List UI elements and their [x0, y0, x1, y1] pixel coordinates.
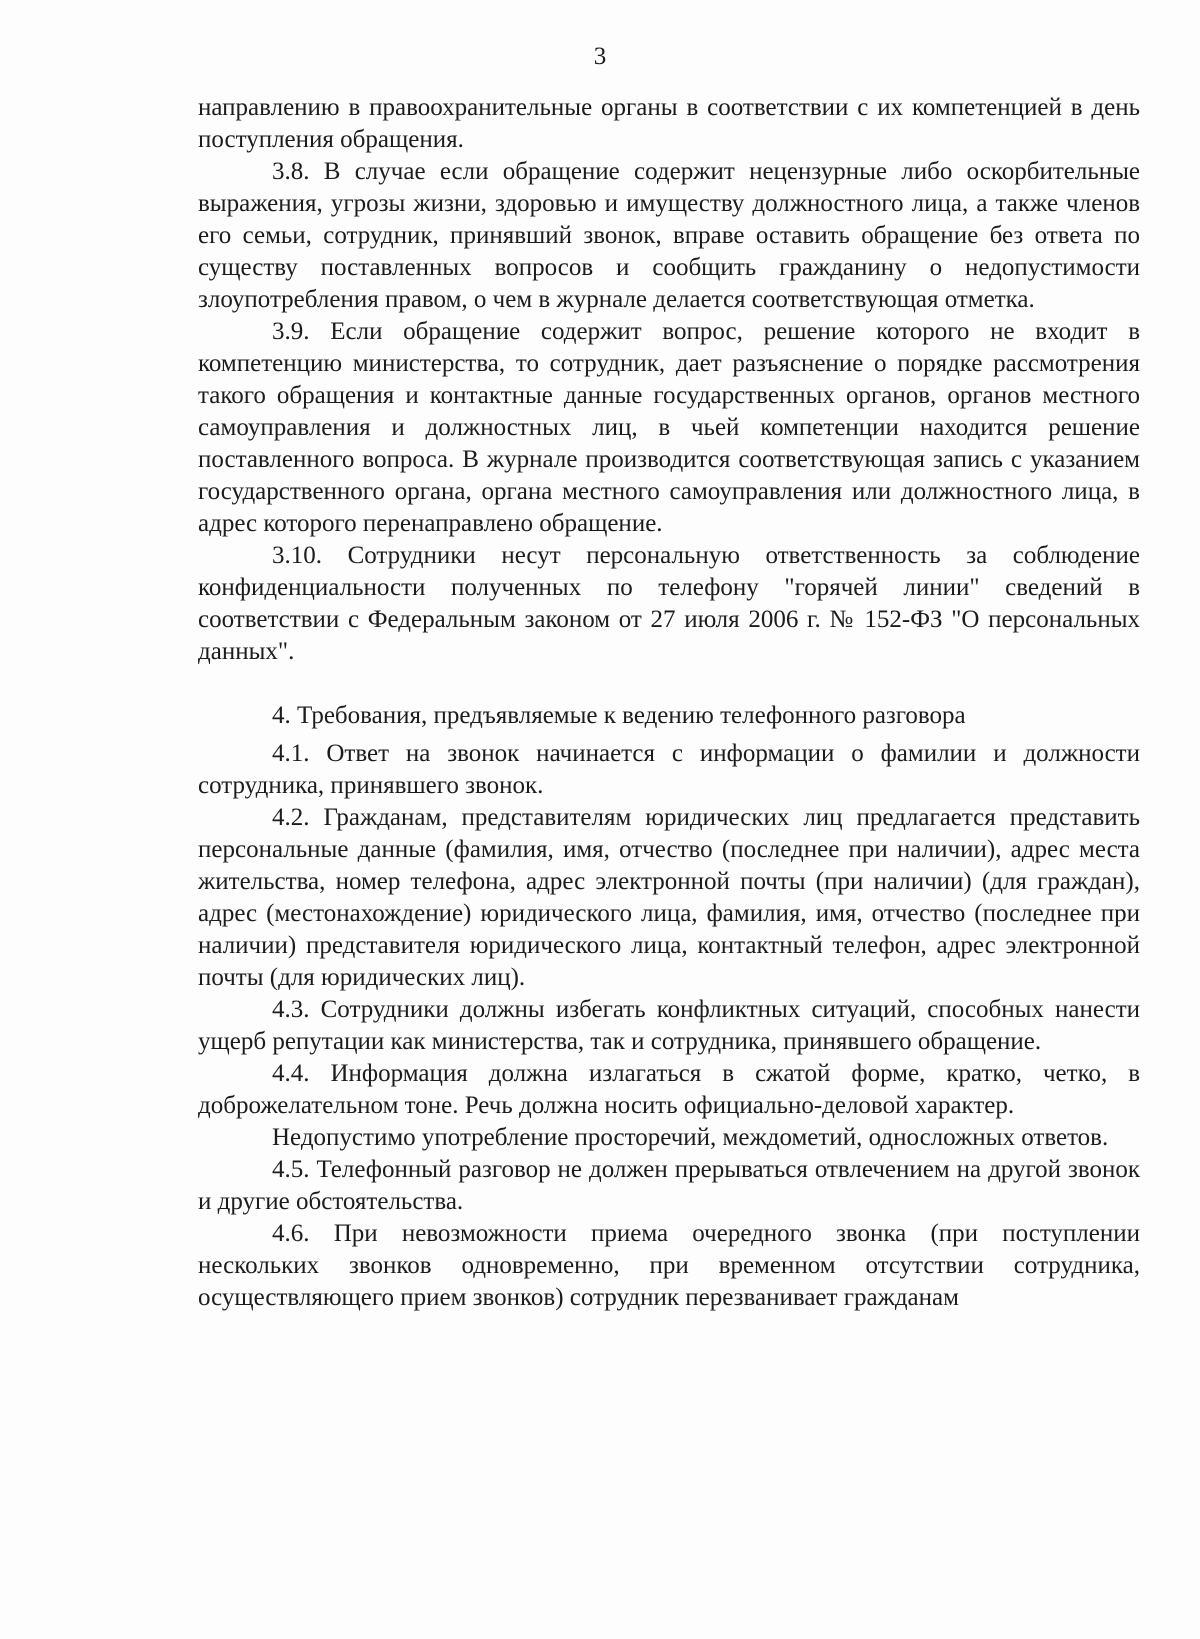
paragraph-4-2: 4.2. Гражданам, представителям юридических лиц предлагается представить персональные данные (фамилия, имя, отчество (последнее при наличии), адрес места жительства, номер телефона, адрес электронной почты (при наличии) (для граждан), адрес (местонахождение) юридического лица, фамилия, имя, отчество (последнее при наличии) представителя юридического лица, контактный телефон, адрес электронной почты (для юридических лиц). [198, 804, 1140, 991]
paragraph-4-1: 4.1. Ответ на звонок начинается с информации о фамилии и должности сотрудника, принявшего звонок. [198, 740, 1140, 799]
paragraph-4-6: 4.6. При невозможности приема очередного звонка (при поступлении нескольких звонков одновременно, при временном отсутствии сотрудника, осуществляющего прием звонков) сотрудник перезванивает гражданам [198, 1220, 1140, 1311]
paragraph-continuation: направлению в правоохранительные органы в соответствии с их компетенцией в день поступления обращения. [198, 94, 1140, 153]
section-heading-4: 4. Требования, предъявляемые к ведению телефонного разговора [272, 702, 966, 729]
page-number: 3 [593, 43, 607, 70]
paragraph-4-4-note: Недопустимо употребление просторечий, междометий, односложных ответов. [272, 1124, 1109, 1151]
paragraph-3-8: 3.8. В случае если обращение содержит нецензурные либо оскорбительные выражения, угрозы жизни, здоровью и имуществу должностного лица, а также членов его семьи, сотрудник, принявший звонок, вправе оставить обращение без ответа по существу поставленных вопросов и сообщить гражданину о недопустимости злоупотребления правом, о чем в журнале делается соответствующая отметка. [198, 158, 1140, 313]
paragraph-3-9: 3.9. Если обращение содержит вопрос, решение которого не входит в компетенцию министерства, то сотрудник, дает разъяснение о порядке рассмотрения такого обращения и контактные данные государственных органов, органов местного самоуправления и должностных лиц, в чьей компетенции находится решение поставленного вопроса. В журнале производится соответствующая запись с указанием государственного органа, органа местного самоуправления или должностного лица, в адрес которого перенаправлено обращение. [198, 318, 1140, 537]
paragraph-4-3: 4.3. Сотрудники должны избегать конфликтных ситуаций, способных нанести ущерб репутации как министерства, так и сотрудника, принявшего обращение. [198, 996, 1140, 1055]
paragraph-4-5: 4.5. Телефонный разговор не должен прерываться отвлечением на другой звонок и другие обстоятельства. [198, 1156, 1140, 1215]
paragraph-3-10: 3.10. Сотрудники несут персональную ответственность за соблюдение конфиденциальности полученных по телефону "горячей линии" сведений в соответствии с Федеральным законом от 27 июля 2006 г. № 152-ФЗ "О персональных данных". [198, 542, 1140, 665]
paragraph-4-4: 4.4. Информация должна излагаться в сжатой форме, кратко, четко, в доброжелательном тоне. Речь должна носить официально-деловой характер. [198, 1060, 1140, 1119]
document-body [198, 92, 1140, 1314]
